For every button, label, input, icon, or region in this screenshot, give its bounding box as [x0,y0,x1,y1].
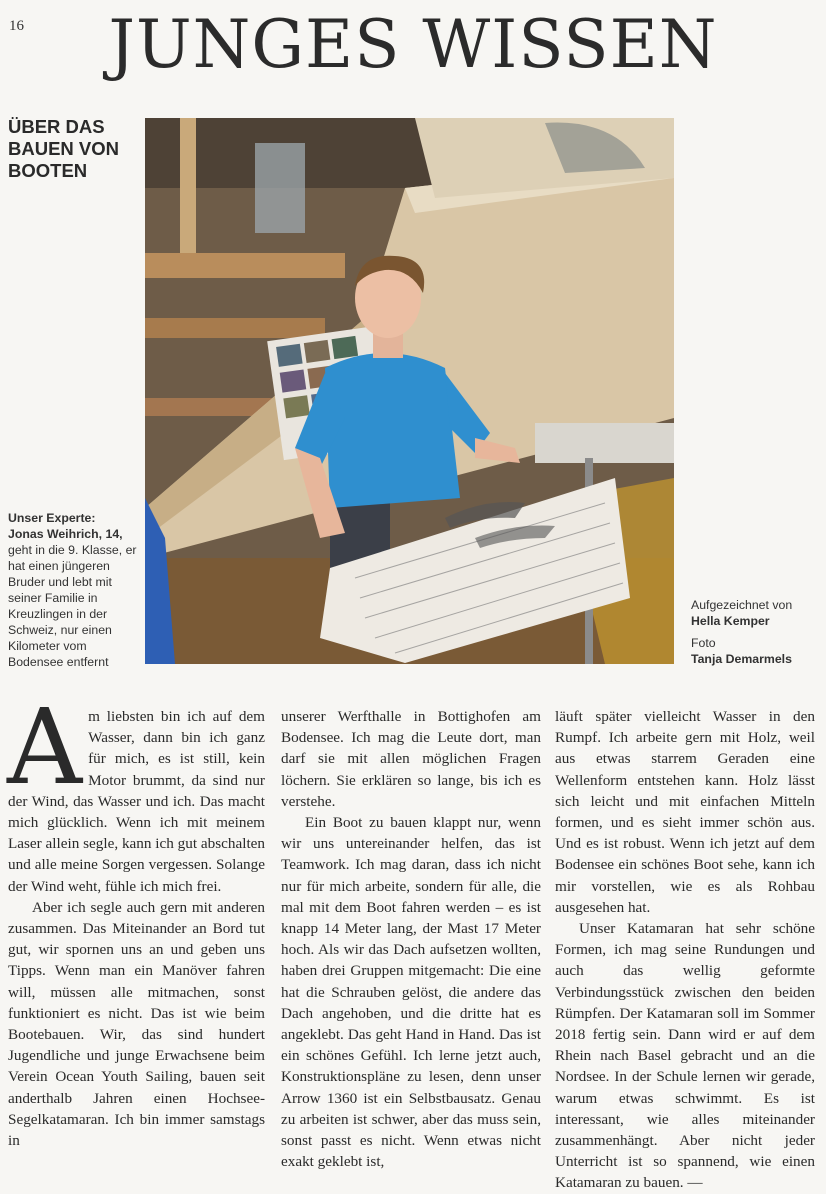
section-title-line: ÜBER DAS [8,116,105,137]
section-title [8,116,148,182]
drop-cap: A [7,686,83,808]
credits [691,597,821,667]
boat-workshop-photo [145,118,674,664]
paragraph: unserer Werfthalle in Bottighofen am Bodensee. Ich mag die Leute dort, man darf sie mit allen möglichen Fragen löchern. Sie erklären so lange, bis ich es verstehe. [281,708,541,810]
paragraph: läuft später vielleicht Wasser in den Rumpf. Ich arbeite gern mit Holz, weil aus etwas starrem Geraden eine Wellenform entstehen kann. Holz lässt sich leicht und mit einfachen Mitteln formen, und es sieht immer schön aus. Und es ist robust. Wenn ich jetzt auf dem Bodensee ein schönes Boot sehe, kann ich mir vorstellen, wie es als Rohbau ausgesehen hat. [555,708,815,916]
expert-caption [8,510,143,670]
article-column-2 [281,706,541,1172]
expert-label: Unser Experte: [8,511,96,525]
article-column-3 [555,706,815,1194]
paragraph: Unser Katamaran hat sehr schöne Formen, ich mag seine Rundungen und auch das wellig geformte Verbindungsstück zwischen den beiden Rümpfen. Der Katamaran soll im Sommer 2018 fertig sein. Dann wird er auf dem Rhein nach Basel gebracht und an die Nordsee. In der Schule lernen wir gerade, warum etwas schwimmt. Es ist interessant, wie alles miteinander zusammenhängt. Aber nicht jeder Unterricht ist so spannend, wie einen Katamaran zu bauen. — [555,920,815,1192]
page-number: 16 [9,18,24,34]
photo-name: Tanja Demarmels [691,652,792,666]
page-title: JUNGES WISSEN [108,6,718,83]
recorded-name: Hella Kemper [691,614,770,628]
expert-name: Jonas Weihrich, 14, [8,527,123,541]
expert-bio: geht in die 9. Klasse, er hat einen jüngeren Bruder und lebt mit seiner Familie in Kreuzlingen in der Schweiz, nur einen Kilometer vom Bodensee entfernt [8,543,137,669]
paragraph-text: m liebsten bin ich auf dem Wasser, dann bin ich ganz für mich, es ist still, kein Motor brummt, da sind nur der Wind, das Wasser und ich. Das macht mich glücklich. Wenn ich mit meinem Laser allein segle, kann ich gut abschalten und alle meine Sorgen vergessen. Solange der Wind weht, fühle ich mich frei. [8,708,265,895]
photo-label: Foto [691,636,716,650]
section-title-line: BAUEN VON [8,138,120,159]
article-column-1 [7,686,265,1151]
paragraph [7,686,265,897]
paragraph: Aber ich segle auch gern mit anderen zusammen. Das Miteinander an Bord tut gut, wir spornen uns an und geben uns Tipps. Wenn man ein Manöver fahren will, müssen alle mitmachen, sonst funktioniert es nicht. Das ist wie beim Bootebauen. Wir, das sind hundert Jugendliche und junge Erwachsene beim Verein Ocean Youth Sailing, bauen seit anderthalb Jahren einen Hochsee-Segelkatamaran. Ich bin immer samstags in [8,898,265,1150]
paragraph: Ein Boot zu bauen klappt nur, wenn wir uns untereinander helfen, das ist Teamwork. Ich mag daran, dass ich nicht nur für mich arbeite, sondern für alle, die mal mit dem Boot fahren werden – es ist knapp 14 Meter lang, der Mast 17 Meter hoch. Als wir das Dach aufsetzen wollten, haben drei Gruppen mitgemacht: Die eine hat die Schrauben gelöst, die andere das Dach angehoben, und die dritte hat es angeklebt. Das geht Hand in Hand. Das ist ein schönes Gefühl. Ich lerne jetzt auch, Konstruktionspläne zu lesen, denn unser Arrow 1360 ist ein Selbstbausatz. Genau zu arbeiten ist schwer, aber das muss sein, sonst passt es nicht. Wenn etwas nicht exakt geklebt ist, [281,814,541,1171]
photo-illustration [145,118,674,664]
section-title-line: BOOTEN [8,160,88,181]
recorded-label: Aufgezeichnet von [691,598,793,612]
